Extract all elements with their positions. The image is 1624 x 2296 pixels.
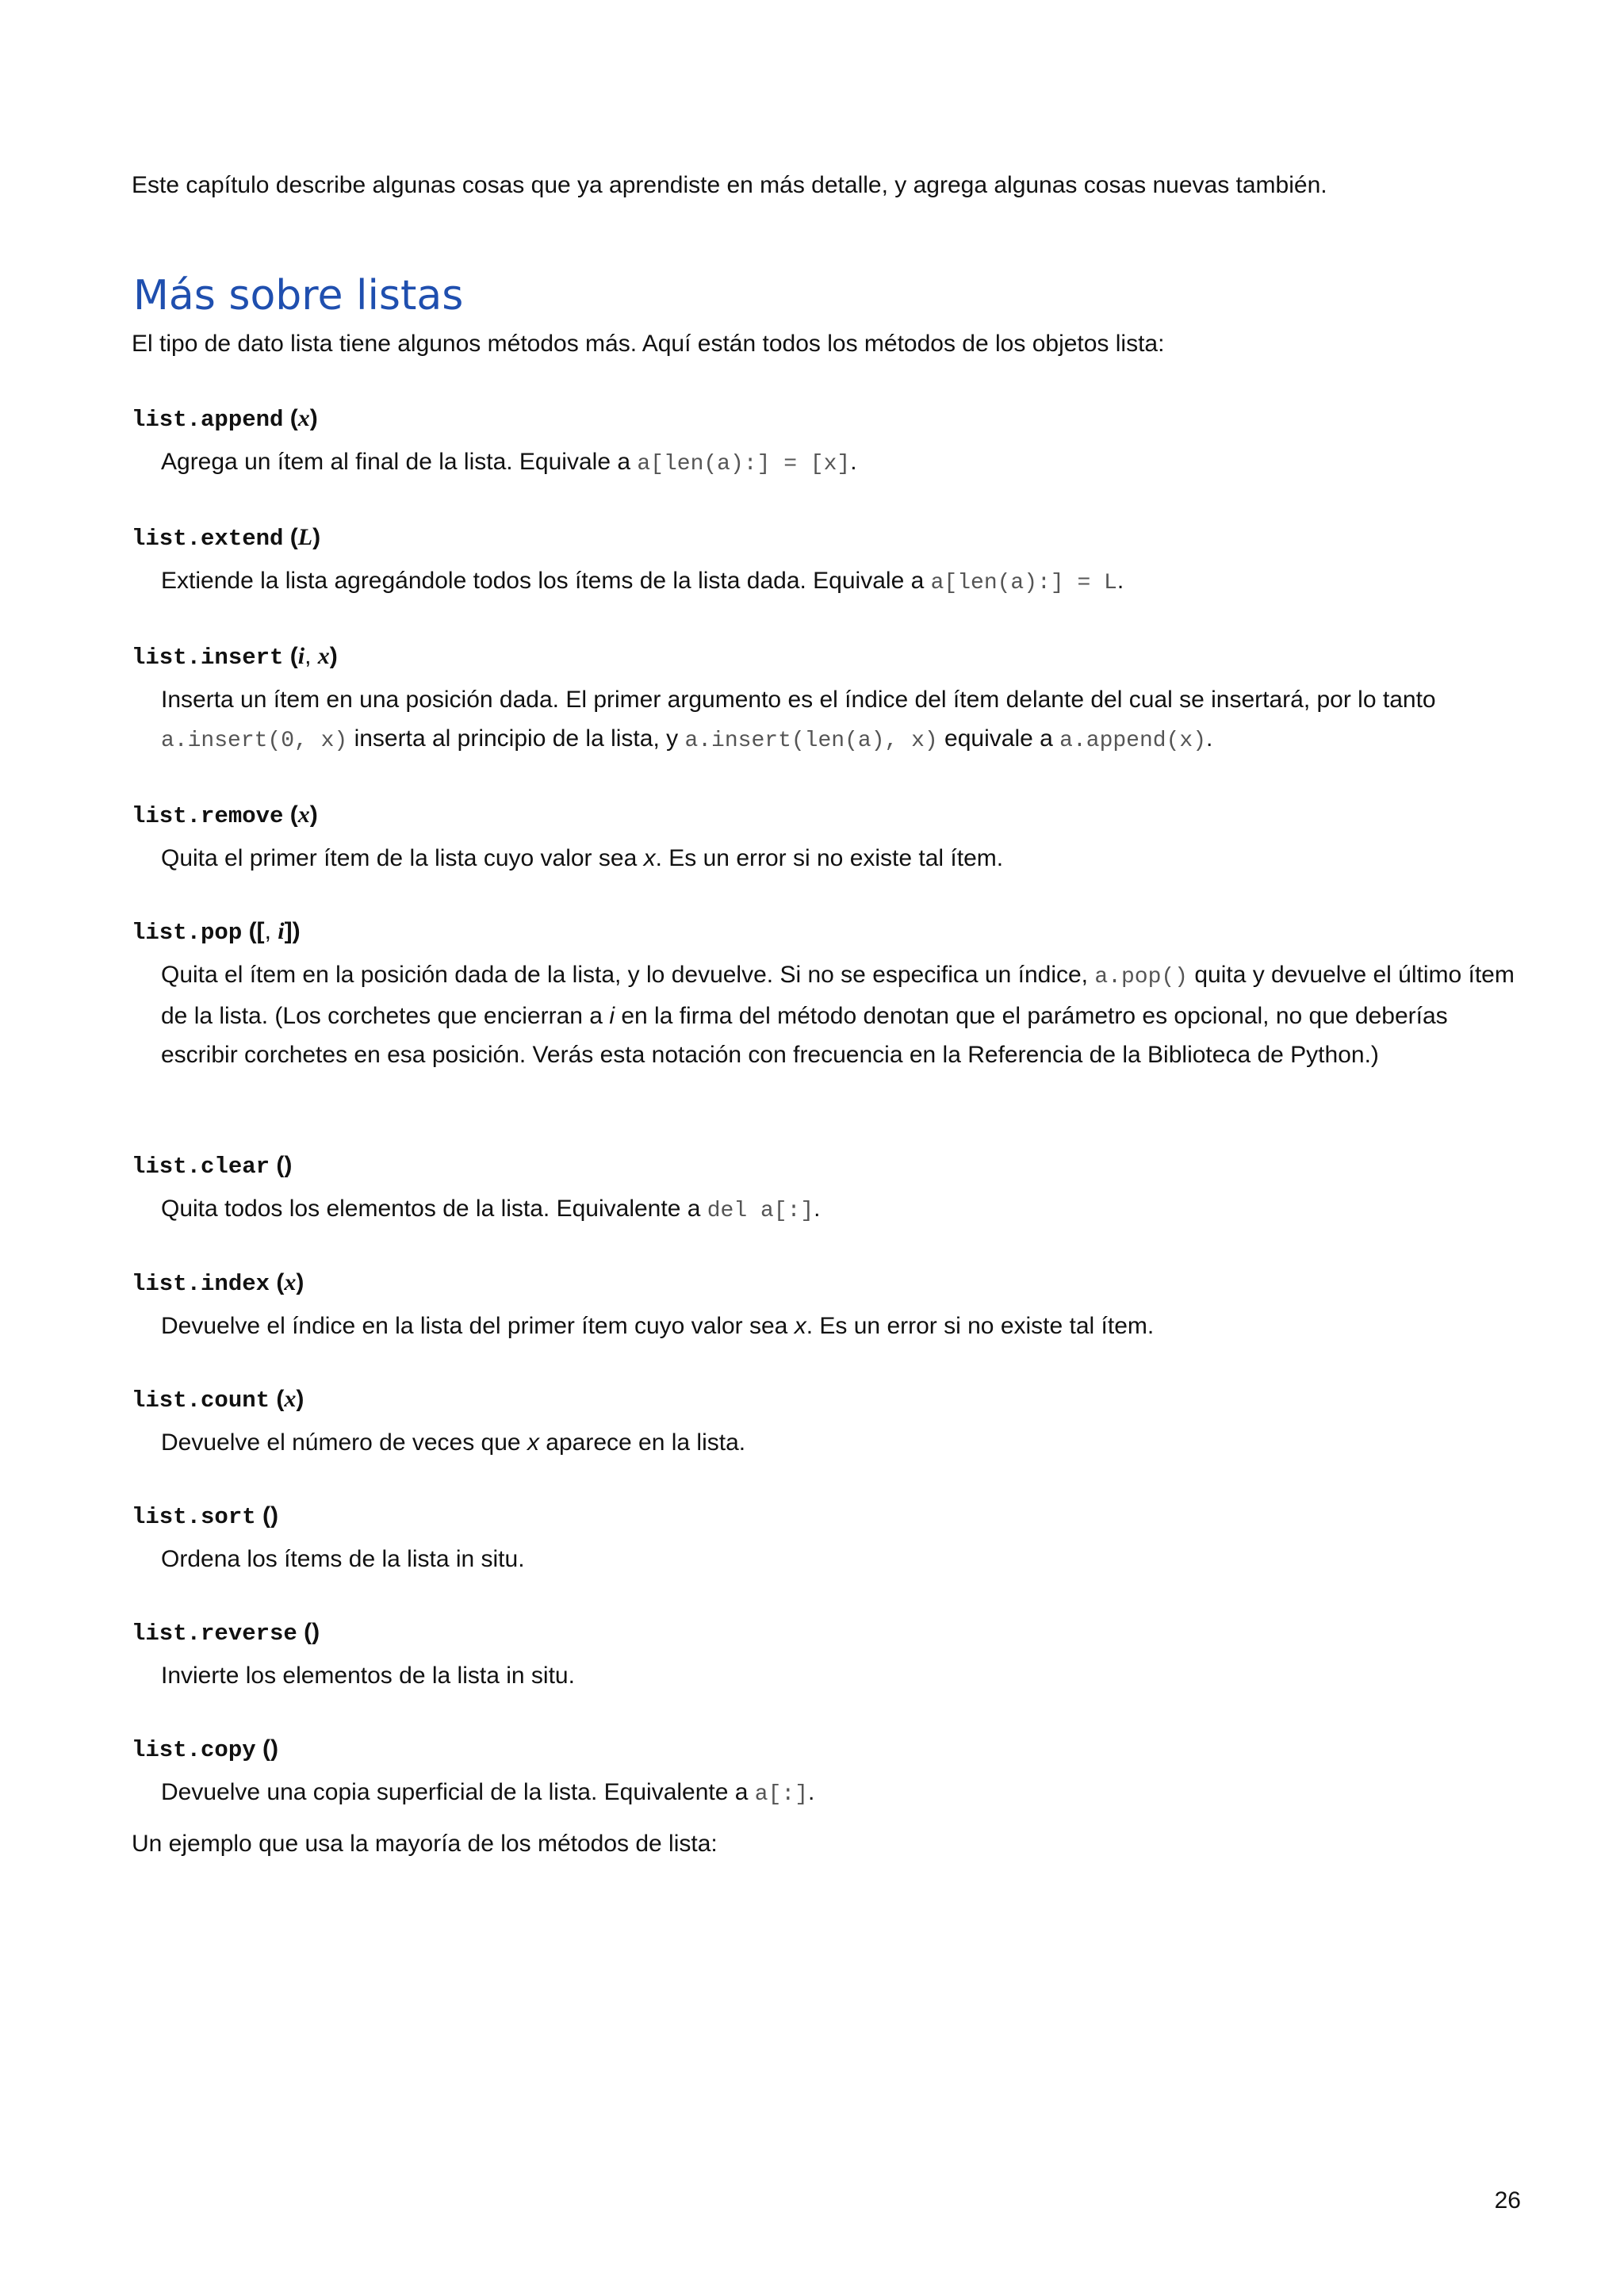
method-name: list.pop [132, 920, 243, 946]
method-description [161, 1540, 1527, 1578]
desc-text: Inserta un ítem en una posición dada. El primer argumento es el índice del ítem delante del cual se insertará, por lo tanto [161, 687, 1436, 713]
desc-text: equivale a [937, 725, 1060, 752]
method-name: list.extend [132, 526, 284, 552]
inline-code: a.insert(0, x) [161, 729, 348, 753]
method-description [161, 839, 1527, 878]
page-number: 26 [1494, 2187, 1521, 2214]
method-remove [132, 799, 1527, 878]
argument: i [297, 643, 305, 669]
section-heading: Más sobre listas [133, 272, 464, 320]
argument: x [284, 1269, 297, 1295]
open-paren: ([ [242, 918, 265, 944]
open-paren: ( [270, 1269, 285, 1295]
method-description [161, 1773, 1527, 1814]
method-signature [132, 403, 1527, 436]
method-name: list.copy [132, 1737, 256, 1763]
method-name: list.clear [132, 1154, 270, 1180]
method-signature [132, 1150, 1527, 1183]
method-signature [132, 1267, 1527, 1300]
emphasis: i [609, 1003, 615, 1029]
desc-end: . [1116, 568, 1124, 594]
close-paren: ) [296, 1269, 304, 1295]
method-copy [132, 1733, 1527, 1814]
argument: L [297, 524, 313, 550]
desc-end: . [808, 1779, 815, 1805]
method-name: list.index [132, 1271, 270, 1297]
desc-text: en la firma del método denotan que el parámetro es opcional, no que deberías escribir corchetes en esa posición. Verás esta notación con frecuencia en la Referencia de la Biblioteca de Python.) [161, 1003, 1448, 1068]
method-extend [132, 522, 1527, 603]
method-name: list.sort [132, 1504, 256, 1530]
desc-text: Devuelve el índice en la lista del primer ítem cuyo valor sea [161, 1313, 795, 1339]
inline-code: a.insert(len(a), x) [684, 729, 938, 753]
method-pop [132, 916, 1527, 1074]
desc-text: Devuelve el número de veces que [161, 1429, 527, 1456]
desc-end: . [1206, 725, 1213, 752]
close-paren: ) [309, 802, 318, 828]
desc-end: . [814, 1196, 821, 1222]
open-paren: ( [283, 643, 298, 669]
argument: i [278, 918, 285, 944]
argument: x [317, 643, 330, 669]
argument: x [297, 802, 310, 828]
argument: x [297, 405, 310, 431]
inline-code: a.append(x) [1059, 729, 1207, 753]
inline-code: a.pop() [1094, 965, 1188, 989]
desc-text: Quita el ítem en la posición dada de la lista, y lo devuelve. Si no se especifica un índice, [161, 962, 1095, 988]
argument: x [284, 1386, 297, 1412]
desc-text: . Es un error si no existe tal ítem. [806, 1313, 1155, 1339]
desc-text: Quita el primer ítem de la lista cuyo valor sea [161, 845, 644, 871]
method-name: list.reverse [132, 1621, 297, 1647]
emphasis: x [794, 1313, 806, 1339]
method-insert [132, 641, 1527, 760]
desc-text: inserta al principio de la lista, y [347, 725, 685, 752]
desc-text: Quita todos los elementos de la lista. Equivalente a [161, 1196, 707, 1222]
method-reverse [132, 1617, 1527, 1695]
intro-paragraph: Este capítulo describe algunas cosas que ya aprendiste en más detalle, y agrega algunas cosas nuevas también. [132, 172, 1327, 198]
argument-separator: , [264, 918, 278, 944]
method-signature [132, 1383, 1527, 1417]
method-name: list.insert [132, 645, 284, 671]
desc-end: . [850, 449, 857, 475]
desc-text: Devuelve una copia superficial de la lista. Equivalente a [161, 1779, 755, 1805]
method-signature [132, 522, 1527, 555]
inline-code: a[:] [754, 1782, 809, 1807]
desc-text: Extiende la lista agregándole todos los ítems de la lista dada. Equivale a [161, 568, 931, 594]
inline-code: a[len(a):] = L [930, 571, 1117, 595]
close-paren: ]) [284, 918, 301, 944]
method-description [161, 1423, 1527, 1462]
method-index [132, 1267, 1527, 1345]
parens: () [270, 1152, 293, 1178]
open-paren: ( [283, 524, 298, 550]
open-paren: ( [270, 1386, 285, 1412]
inline-code: a[len(a):] = [x] [637, 452, 851, 476]
method-description [161, 680, 1527, 760]
close-paren: ) [309, 405, 318, 431]
desc-text: . Es un error si no existe tal ítem. [655, 845, 1004, 871]
method-name: list.remove [132, 803, 284, 829]
section-lead: El tipo de dato lista tiene algunos métodos más. Aquí están todos los métodos de los objetos lista: [132, 331, 1165, 357]
method-description [161, 442, 1527, 484]
method-description [161, 561, 1527, 603]
desc-text: Agrega un ítem al final de la lista. Equivale a [161, 449, 638, 475]
closing-paragraph: Un ejemplo que usa la mayoría de los métodos de lista: [132, 1831, 718, 1857]
emphasis: x [643, 845, 656, 871]
method-description [161, 1189, 1527, 1230]
close-paren: ) [296, 1386, 304, 1412]
method-count [132, 1383, 1527, 1462]
desc-text: quita y devuelve el último ítem de la lista. (Los corchetes que encierran a [161, 962, 1515, 1029]
open-paren: ( [283, 405, 298, 431]
method-signature [132, 641, 1527, 674]
method-signature [132, 1733, 1527, 1766]
method-clear [132, 1150, 1527, 1230]
close-paren: ) [329, 643, 338, 669]
method-signature [132, 1500, 1527, 1533]
method-description [161, 1307, 1527, 1345]
method-description [161, 955, 1527, 1074]
open-paren: ( [283, 802, 298, 828]
desc-text: Ordena los ítems de la lista in situ. [161, 1546, 525, 1572]
parens: () [297, 1619, 320, 1645]
method-name: list.count [132, 1387, 270, 1414]
method-signature [132, 799, 1527, 832]
method-signature [132, 1617, 1527, 1650]
argument-separator: , [304, 643, 318, 669]
close-paren: ) [312, 524, 321, 550]
parens: () [255, 1735, 278, 1762]
method-sort [132, 1500, 1527, 1578]
method-description [161, 1656, 1527, 1695]
method-append [132, 403, 1527, 484]
desc-text: aparece en la lista. [538, 1429, 746, 1456]
method-name: list.append [132, 407, 284, 433]
parens: () [255, 1502, 278, 1529]
inline-code: del a[:] [707, 1199, 814, 1223]
method-signature [132, 916, 1527, 949]
emphasis: x [527, 1429, 539, 1456]
desc-text: Invierte los elementos de la lista in situ. [161, 1663, 575, 1689]
